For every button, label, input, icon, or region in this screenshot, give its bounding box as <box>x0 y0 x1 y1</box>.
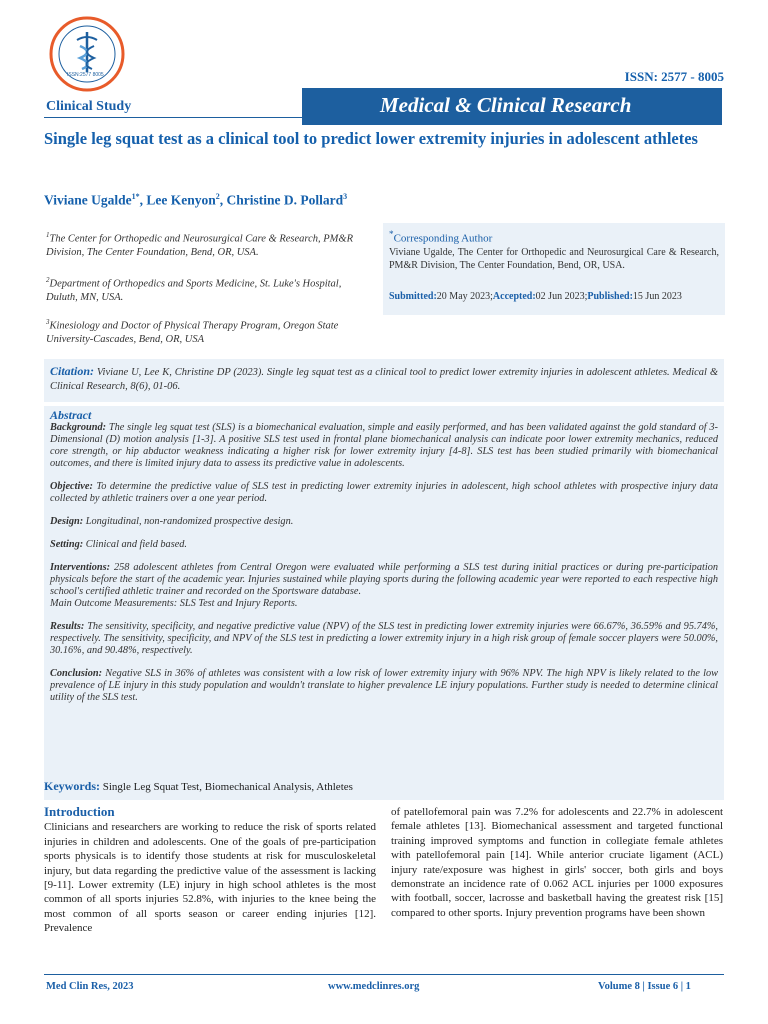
keywords-label: Keywords: <box>44 779 100 793</box>
affiliation-text: Kinesiology and Doctor of Physical Therapy Program, Oregon State University-Cascades, Bend, OR, USA <box>46 320 339 345</box>
abstract-interventions: Interventions: 258 adolescent athletes from Central Oregon were evaluated while performing a SLS test during initial practices or during pre-participation physicals before the start of the academic year. Injuries sustained while playing sports during the following academic year were reported to each respective high school's certified athletic trainer and recorded on the Sportsware database. Main Outcome Measurements: SLS Test and Injury Reports. <box>50 562 718 609</box>
abstract-objective: Objective: To determine the predictive value of SLS test in predicting lower extremity injuries in adolescent, high school athletes with prospective injury data collected by athletic trainers over a one year period. <box>50 481 718 504</box>
affiliation-sup: 3 <box>46 318 50 326</box>
article-dates <box>389 291 719 302</box>
affiliation-1 <box>46 229 366 260</box>
affiliation-text: The Center for Orthopedic and Neurosurgical Care & Research, PM&R Division, The Center Foundation, Bend, OR, USA. <box>46 233 353 258</box>
footer-journal: Med Clin Res, 2023 <box>46 981 134 992</box>
citation-label: Citation: <box>50 364 95 378</box>
author-sup: 3 <box>343 192 348 201</box>
author-sup: 2 <box>215 192 220 201</box>
affiliation-sup: 1 <box>46 231 50 239</box>
issn-label: ISSN: 2577 - 8005 <box>624 69 724 84</box>
author-sup: 1* <box>131 192 140 201</box>
author-list: Viviane Ugalde$^{1*}$, Lee Kenyon$^2$, Christine D. Pollard$^3$ <box>44 192 348 208</box>
logo-issn: ISSN:2577 8005 <box>67 72 104 78</box>
keywords-text: Single Leg Squat Test, Biomechanical Analysis, Athletes <box>102 781 353 793</box>
outcome-measurements: Main Outcome Measurements: SLS Test and Injury Reports. <box>50 598 298 609</box>
article-title: Single leg squat test as a clinical tool to predict lower extremity injuries in adolescent athletes <box>44 129 698 148</box>
introduction-text-right: of patellofemoral pain was 7.2% for adolescents and 22.7% in adolescent female athletes [13]. Biomechanical assessment and targeted functional training improved symptoms and function in collegiate female athletes with patellofemoral pain [14]. While anterior cruciate ligament (ACL) injury rate/exposure was highest in girls' soccer, both girls and boys demonstrate an incidence rate of 0.062 ACL injuries per 1000 exposures with football, soccer, lacrosse and basketball having the greatest risk [15] compared to other sports. Injury prevention programs have been shown <box>391 806 723 919</box>
affiliation-text: Department of Orthopedics and Sports Medicine, St. Luke's Hospital, Duluth, MN, USA. <box>46 278 342 303</box>
published-label: Published: <box>587 290 633 302</box>
affiliation-sup: 2 <box>46 276 50 284</box>
caduceus-logo-icon <box>37 14 137 98</box>
affiliation-3 <box>46 316 366 347</box>
citation-text: Viviane U, Lee K, Christine DP (2023). Single leg squat test as a clinical tool to predict lower extremity injuries in adolescent athletes. Medical & Clinical Research, 8(6), 01-06. <box>50 367 718 392</box>
abstract-results: Results: The sensitivity, specificity, and negative predictive value (NPV) of the SLS test in predicting lower extremity injuries were 66.67%, 36.59% and 95.74%, respectively. The sensitivity, specificity, and NPV of the SLS test in predicting a lower extremity injury in a high risk group of female soccer players were 50.00%, 30.16%, and 90.48%, respectively. <box>50 621 718 656</box>
abstract-heading: Abstract <box>50 408 92 422</box>
journal-banner: Medical & Clinical Research <box>302 88 722 125</box>
author-name[interactable]: Lee Kenyon <box>146 192 216 208</box>
accepted-label: Accepted: <box>492 290 536 302</box>
abstract-setting: Setting: Clinical and field based. <box>50 539 188 550</box>
abstract-background: Background: The single leg squat test (SLS) is a biomechanical evaluation, simple and easily performed, and has been validated against the gold standard of 3-Dimensional (D) motion analysis [1-3]. A positive SLS test used in frontal plane biomechanical analysis can indicate poor lower extremity mechanics, reduced core strength, or hip abductor weakness indicating a higher risk for lower extremity injury [4-8]. SLS test has been studied primarily with biomechanical outcomes, and there is limited injury data to assess its predictive value in adolescents. <box>50 422 718 469</box>
journal-logo <box>37 14 137 98</box>
body-column-left <box>44 805 376 936</box>
published-date: 15 Jun 2023 <box>632 290 682 302</box>
abstract-conclusion: Conclusion: Negative SLS in 36% of athletes was consistent with a low risk of lower extremity injury with 96% NPV. The high NPV is likely related to the low prevalence of LE injury in this study population and wouldn't translate to higher prevalence LE injury populations. Further study is needed to determine clinical utility of the SLS test. <box>50 668 718 703</box>
affiliation-2 <box>46 274 366 305</box>
body-column-right <box>391 805 723 920</box>
footer-divider <box>44 974 724 975</box>
corresponding-text: Viviane Ugalde, The Center for Orthopedic and Neurosurgical Care & Research, PM&R Division, The Center Foundation, Bend, OR, USA. <box>389 246 719 272</box>
submitted-date: 20 May 2023; <box>436 290 493 302</box>
abstract-box <box>44 406 724 800</box>
footer-website[interactable]: www.medclinres.org <box>328 981 420 992</box>
introduction-heading: Introduction <box>44 804 115 819</box>
section-label: Clinical Study <box>46 99 132 114</box>
footer-volume: Volume 8 | Issue 6 | 1 <box>598 981 691 992</box>
author-name[interactable]: Viviane Ugalde <box>44 192 132 208</box>
author-name[interactable]: Christine D. Pollard <box>226 192 344 208</box>
citation-box <box>44 359 724 402</box>
keywords-line <box>44 779 353 794</box>
introduction-text-left: Clinicians and researchers are working to reduce the risk of sports related injuries in children and adolescents. One of the goals of pre-participation sports physicals is to identify those students at risk for musculoskeletal injury, but data regarding the predictive value of the assessment is lacking [9-11]. Lower extremity (LE) injury in high school athletes is the most common of all sports injuries 52.8%, with injuries to the knee being the most common of all sports season or career ending injuries [12]. Prevalence <box>44 821 376 935</box>
accepted-date: 02 Jun 2023; <box>535 290 588 302</box>
header-divider <box>44 117 302 118</box>
corresponding-author-box <box>383 223 725 315</box>
corresponding-heading: *Corresponding Author <box>389 229 493 245</box>
abstract-design: Design: Longitudinal, non-randomized prospective design. <box>50 516 294 527</box>
submitted-label: Submitted: <box>389 290 437 302</box>
